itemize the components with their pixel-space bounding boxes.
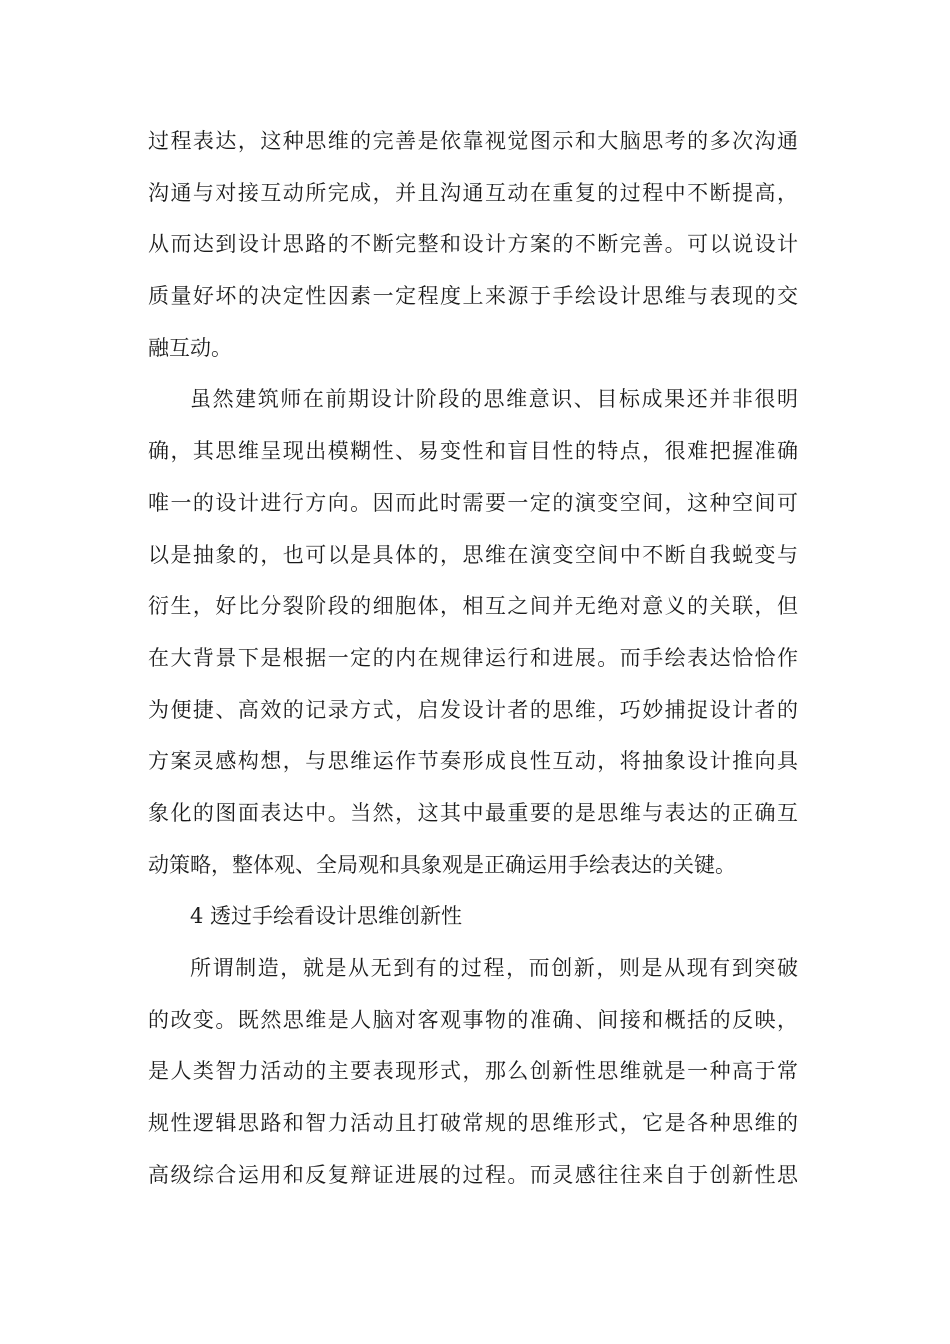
body-text (148, 116, 798, 1201)
text-line: 确，其思维呈现出模糊性、易变性和盲目性的特点，很难把握准确 (148, 439, 798, 464)
text-line: 为便捷、高效的记录方式，启发设计者的思维，巧妙捕捉设计者的 (148, 697, 798, 722)
text-line: 以是抽象的，也可以是具体的，思维在演变空间中不断自我蜕变与 (148, 542, 798, 567)
text-line: 所谓制造，就是从无到有的过程，而创新，则是从现有到突破 (190, 956, 798, 980)
text-line: 融互动。 (148, 335, 232, 360)
text-line: 动策略，整体观、全局观和具象观是正确运用手绘表达的关键。 (148, 852, 736, 877)
text-line: 衍生，好比分裂阶段的细胞体，相互之间并无绝对意义的关联，但 (148, 594, 798, 619)
text-line: 方案灵感构想，与思维运作节奏形成良性互动，将抽象设计推向具 (148, 749, 798, 774)
text-line: 规性逻辑思路和智力活动且打破常规的思维形式，它是各种思维的 (148, 1111, 798, 1136)
text-line: 虽然建筑师在前期设计阶段的思维意识、目标成果还并非很明 (190, 387, 798, 412)
text-line: 的改变。既然思维是人脑对客观事物的准确、间接和概括的反映， (148, 1007, 798, 1032)
text-line: 过程表达，这种思维的完善是依靠视觉图示和大脑思考的多次沟通 (148, 129, 798, 153)
text-line: 是人类智力活动的主要表现形式，那么创新性思维就是一种高于常 (148, 1059, 798, 1084)
text-line: 沟通与对接互动所完成，并且沟通互动在重复的过程中不断提高， (148, 180, 798, 205)
text-line: 唯一的设计进行方向。因而此时需要一定的演变空间，这种空间可 (148, 490, 798, 515)
text-line: 在大背景下是根据一定的内在规律运行和进展。而手绘表达恰恰作 (148, 645, 798, 670)
text-line: 高级综合运用和反复辩证进展的过程。而灵感往往来自于创新性思 (148, 1162, 798, 1187)
text-line: 质量好坏的决定性因素一定程度上来源于手绘设计思维与表现的交 (148, 284, 798, 309)
text-line: 象化的图面表达中。当然，这其中最重要的是思维与表达的正确互 (148, 800, 798, 825)
text-line: 从而达到设计思路的不断完整和设计方案的不断完善。可以说设计 (148, 232, 798, 257)
section-heading: 4 透过手绘看设计思维创新性 (190, 904, 463, 929)
